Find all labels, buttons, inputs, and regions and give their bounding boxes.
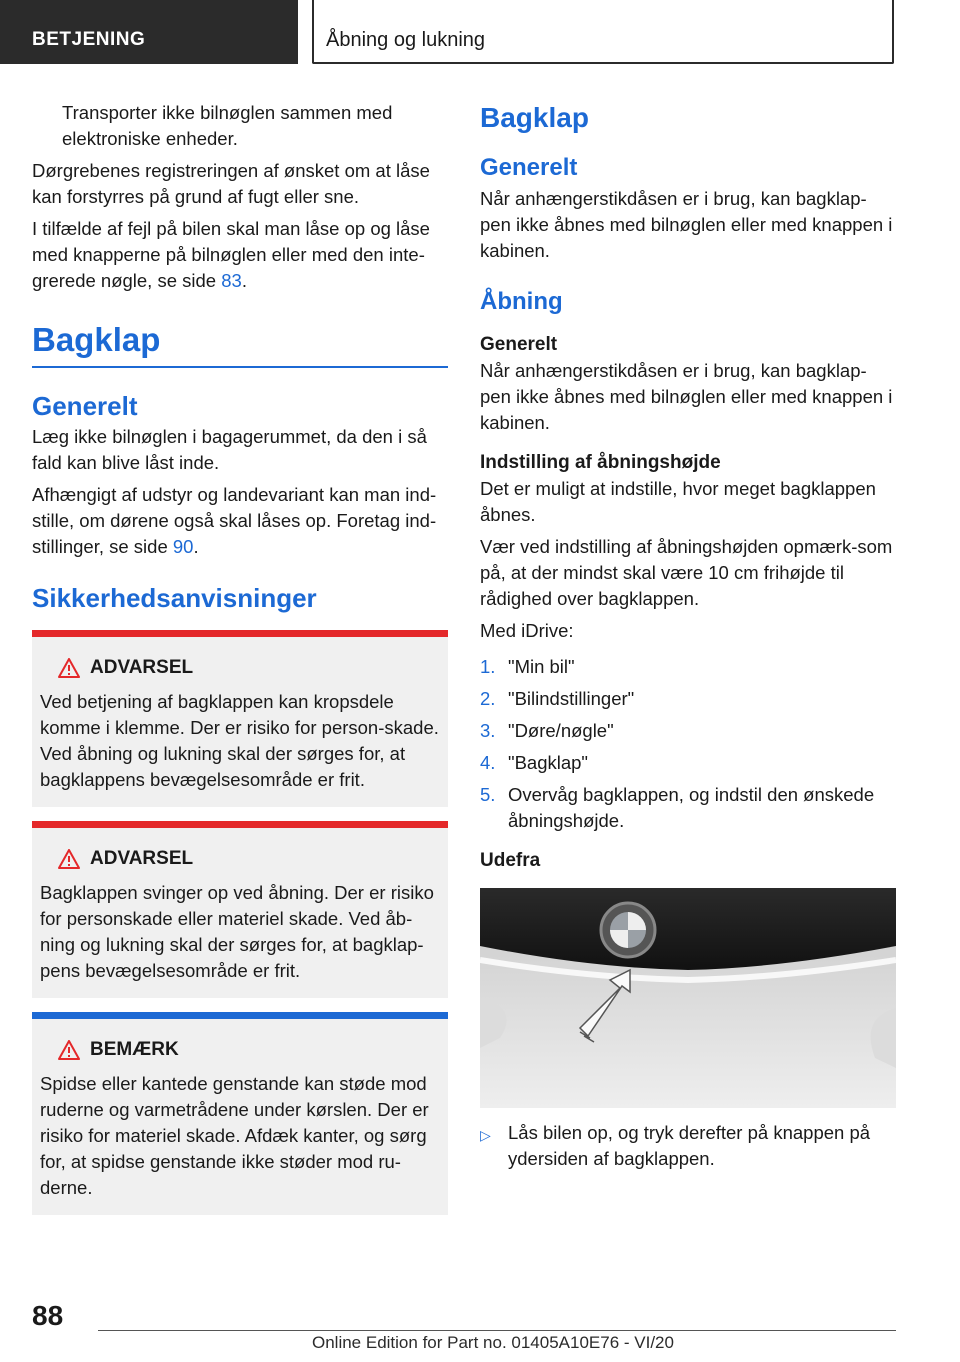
heading-sikkerhed: Sikkerhedsanvisninger [32, 583, 317, 613]
section-tab [312, 0, 894, 64]
notice-box [32, 1012, 448, 1215]
footer-divider [98, 1330, 896, 1331]
warning-icon [58, 1040, 80, 1060]
heading-bagklap: Bagklap [32, 320, 448, 368]
list-item: 4. "Bagklap" [480, 752, 588, 773]
paragraph-registrering: Dørgrebenes registreringen af ønsket om at låse kan forstyrres på grund af fugt eller sne. [32, 160, 430, 207]
paragraph-transport: Transporter ikke bilnøglen sammen med elektroniske enheder. [62, 102, 393, 149]
notice-label: BEMÆRK [90, 1039, 179, 1060]
paragraph-afhaengigt: Afhængigt af udstyr og landevariant kan man ind-stille, om dørene også skal låses op. Foretag ind-stillinger, se side 90. [32, 484, 437, 557]
list-item: 1. "Min bil" [480, 656, 575, 677]
page-link-90[interactable]: 90 [172, 536, 194, 557]
paragraph-laeg: Læg ikke bilnøglen i bagagerummet, da den i så fald kan blive låst inde. [32, 426, 427, 473]
chapter-label: BETJENING [32, 29, 146, 50]
subheading-udefra: Udefra [480, 850, 541, 871]
subheading-indstilling: Indstilling af åbningshøjde [480, 452, 721, 473]
footer-edition: Online Edition for Part no. 01405A10E76 - VI/20 [312, 1333, 674, 1352]
list-item: 2. "Bilindstillinger" [480, 688, 635, 709]
warning-box-2 [32, 821, 448, 998]
triangle-bullet-icon: ▷ [480, 1127, 491, 1143]
notice-text: Spidse eller kantede genstande kan støde mod ruderne og varmetrådene under kørslen. Der er risiko for materiel skade. Afdæk kanter, og sørg for, at spidse genstande ikke støder mod ru-derne. [40, 1073, 429, 1198]
paragraph-anhaenger-2: Når anhængerstikdåsen er i brug, kan bagklap-pen ikke åbnes med bilnøglen eller med knappen i kabinen. [480, 360, 893, 433]
list-item: 5. Overvåg bagklappen, og indstil den ønskede åbningshøjde. [480, 784, 875, 831]
instruction-step [480, 1120, 896, 1172]
warning-text-2: Bagklappen svinger op ved åbning. Der er risiko for personskade eller materiel skade. Ved åb-ning og lukning skal der sørges for, at bagklap-pens bevægelsesområde er frit. [40, 882, 434, 981]
subheading-generelt: Generelt [480, 334, 558, 355]
chapter-tab [0, 0, 298, 64]
idrive-steps [480, 654, 896, 834]
paragraph-anhaenger-1: Når anhængerstikdåsen er i brug, kan bagklap-pen ikke åbnes med bilnøglen eller med knappen i kabinen. [480, 188, 893, 261]
paragraph-idrive: Med iDrive: [480, 620, 574, 641]
left-column [32, 100, 448, 1215]
paragraph-muligt: Det er muligt at indstille, hvor meget bagklappen åbnes. [480, 478, 876, 525]
warning-icon [58, 658, 80, 678]
warning-text-1: Ved betjening af bagklappen kan kropsdele komme i klemme. Der er risiko for person-skade. Ved åbning og lukning skal der sørges for, at bagklappens bevægelsesområde er frit. [40, 691, 439, 790]
section-title: Åbning og lukning [326, 29, 486, 51]
page-number: 88 [32, 1300, 64, 1331]
warning-box-1 [32, 630, 448, 807]
heading-generelt: Generelt [32, 391, 138, 421]
warning-icon [58, 849, 80, 869]
right-column [480, 100, 896, 1172]
paragraph-fejl: I tilfælde af fejl på bilen skal man låse op og låse med knapperne på bilnøglen eller med den inte-grerede nøgle, se side 83. [32, 218, 430, 291]
heading-bagklap-right: Bagklap [480, 102, 589, 133]
heading-aabning: Åbning [480, 288, 563, 315]
tailgate-button-photo [480, 888, 896, 1108]
page-link-83[interactable]: 83 [221, 270, 242, 291]
instruction-text: Lås bilen op, og tryk derefter på knappen på ydersiden af bagklappen. [508, 1122, 871, 1169]
paragraph-vaer: Vær ved indstilling af åbningshøjden opmærk-som på, at der mindst skal være 10 cm frihøjde til rådighed over bagklappen. [480, 536, 893, 609]
list-item: 3. "Døre/nøgle" [480, 720, 614, 741]
heading-generelt-right: Generelt [480, 154, 578, 181]
warning-label-1: ADVARSEL [90, 657, 194, 678]
warning-label-2: ADVARSEL [90, 848, 194, 869]
